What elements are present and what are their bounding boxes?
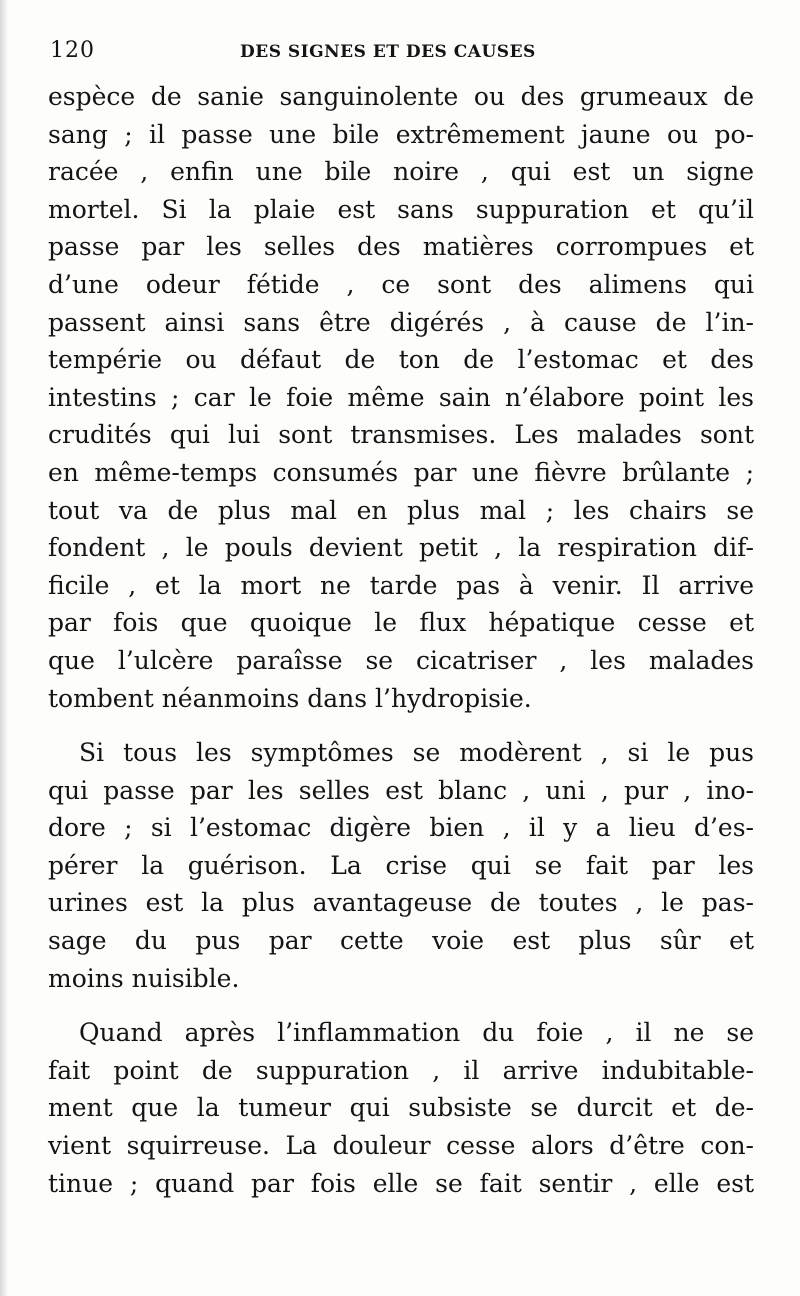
text-line: pérer la guérison. La crise qui se fait par les: [48, 850, 754, 880]
text-line: d’une odeur fétide , ce sont des alimens qui: [48, 269, 754, 299]
text-line: par fois que quoique le flux hépatique cesse et: [48, 608, 754, 638]
paragraph-1: [48, 78, 754, 717]
text-line: sage du pus par cette voie est plus sûr et: [48, 926, 754, 956]
page-header: [50, 38, 750, 72]
page-gutter-shadow: [0, 0, 8, 1296]
text-line: dore ; si l’estomac digère bien , il y a lieu d’es-: [48, 813, 754, 843]
text-line: racée , enfin une bile noire , qui est un signe: [48, 157, 754, 187]
text-line: Quand après l’inflammation du foie , il ne se: [79, 1018, 754, 1048]
text-line: tempérie ou défaut de ton de l’estomac et des: [48, 345, 754, 375]
text-line: vient squirreuse. La douleur cesse alors d’être con-: [48, 1131, 754, 1161]
text-line: tout va de plus mal en plus mal ; les chairs se: [48, 495, 754, 525]
text-line: sang ; il passe une bile extrêmement jaune ou po-: [48, 119, 754, 149]
text-line: ficile , et la mort ne tarde pas à venir. Il arrive: [48, 570, 754, 600]
text-line: fait point de suppuration , il arrive indubitable-: [48, 1055, 754, 1085]
text-line: en même-temps consumés par une fièvre brûlante ;: [48, 457, 754, 487]
page-number: 120: [50, 38, 95, 63]
body-text: [48, 78, 754, 1202]
text-line: tinue ; quand par fois elle se fait sentir , elle est: [48, 1168, 754, 1198]
text-line: ment que la tumeur qui subsiste se durcit et de-: [48, 1093, 754, 1123]
text-line: Si tous les symptômes se modèrent , si le pus: [79, 738, 754, 768]
text-line: crudités qui lui sont transmises. Les malades sont: [48, 420, 754, 450]
paragraph-3: [48, 1014, 754, 1202]
text-line: passent ainsi sans être digérés , à cause de l’in-: [48, 307, 754, 337]
text-line: moins nuisible.: [48, 963, 240, 993]
text-line: espèce de sanie sanguinolente ou des grumeaux de: [48, 82, 754, 111]
text-line: fondent , le pouls devient petit , la respiration dif-: [48, 533, 754, 563]
text-line: que l’ulcère paraîsse se cicatriser , les malades: [48, 645, 754, 675]
paragraph-2: [48, 734, 754, 997]
text-line: urines est la plus avantageuse de toutes , le pas-: [48, 888, 754, 918]
text-line: mortel. Si la plaie est sans suppuration et qu’il: [48, 194, 754, 224]
running-title: DES SIGNES ET DES CAUSES: [240, 42, 536, 62]
text-line: tombent néanmoins dans l’hydropisie.: [48, 683, 532, 713]
text-line: intestins ; car le foie même sain n’élabore point les: [48, 382, 754, 412]
text-line: passe par les selles des matières corrompues et: [48, 232, 754, 262]
text-line: qui passe par les selles est blanc , uni , pur , ino-: [48, 775, 754, 805]
